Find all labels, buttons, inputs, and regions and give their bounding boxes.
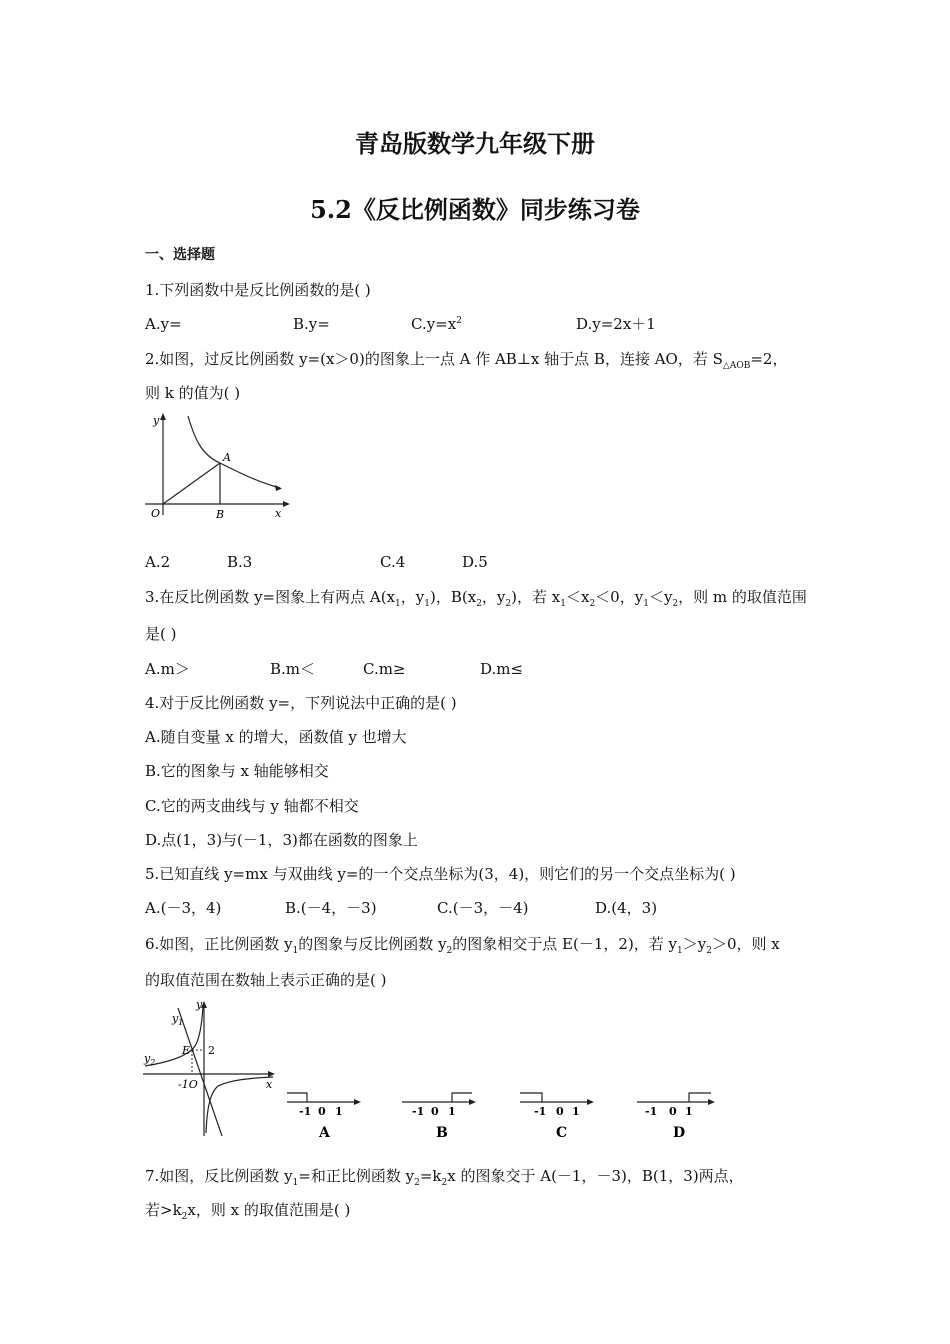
q2-label-o: O <box>151 507 161 520</box>
q2-label-a: A <box>223 451 231 464</box>
q4-stem: 4.对于反比例函数 y=，下列说法中正确的是( ) <box>145 694 457 712</box>
q4-option-d: D.点(1，3)与(－1，3)都在函数的图象上 <box>145 831 418 849</box>
q5-option-d: D.(4，3) <box>595 899 658 917</box>
q6-hyperbola-right <box>206 1077 273 1133</box>
q6-stem-line2: 的取值范围在数轴上表示正确的是( ) <box>145 971 387 989</box>
q1-stem: 1.下列函数中是反比例函数的是( ) <box>145 281 371 299</box>
q7-stem-line2: 若$>k_2x$，则 x 的取值范围是( ) <box>145 1201 351 1222</box>
q6-c-tick-0: 0 <box>556 1105 564 1118</box>
q6-b-tick-0: 0 <box>431 1105 439 1118</box>
q6-label-y: y <box>196 998 203 1011</box>
q6-a-tick-1: 1 <box>335 1105 343 1118</box>
q6-label-y1: $y_1$ <box>172 1012 184 1027</box>
q6-option-c-figure <box>518 1085 598 1143</box>
q1-option-b: B.y= <box>293 315 330 333</box>
q6-option-b-label: B <box>436 1125 448 1141</box>
q2-label-x: x <box>275 507 282 520</box>
q6-d-tick-1: 1 <box>685 1105 693 1118</box>
q2-segment-ao <box>163 463 220 504</box>
q6-label-2: 2 <box>208 1044 215 1057</box>
q6-option-d-figure <box>635 1085 720 1143</box>
q2-label-y: y <box>153 414 160 427</box>
q6-b-tick-1: 1 <box>448 1105 456 1118</box>
q6-b-tick-neg1: -1 <box>412 1105 425 1118</box>
q5-option-b: B.(－4，－3) <box>285 899 377 917</box>
q2-option-c: C.4 <box>380 553 406 571</box>
q2-option-b: B.3 <box>227 553 253 571</box>
q2-hyperbola <box>188 416 280 488</box>
q3-option-c: C.m≥ <box>363 660 406 678</box>
q6-c-tick-neg1: -1 <box>534 1105 547 1118</box>
q6-a-tick-neg1: -1 <box>299 1105 312 1118</box>
q7-stem: 7.如图，反比例函数 $y_1=$和正比例函数 $y_2=k_2x$ 的图象交于 A(－1，－3)，B(1，3)两点， <box>145 1167 744 1188</box>
q3-stem: 3.在反比例函数 y=图象上有两点 $A(x_1$，$y_1$)，$B(x_2$，$y_2$)，若 $x_1<x_2<0$，$y_1<y_2$，则 m 的取值范围 <box>145 588 807 609</box>
q6-label-y2: $y_2$ <box>144 1052 156 1067</box>
q6-line-y1 <box>178 1008 222 1136</box>
q6-option-c-label: C <box>556 1125 568 1141</box>
q3-option-d: D.m≤ <box>480 660 524 678</box>
q1-option-d: D.y=2x＋1 <box>576 315 656 333</box>
q6-figure <box>140 998 280 1140</box>
q2-label-b: B <box>216 508 225 521</box>
q2-option-a: A.2 <box>145 553 171 571</box>
q3-stem-line2: 是( ) <box>145 625 177 643</box>
q6-label-x: x <box>266 1078 273 1091</box>
q4-option-c: C.它的两支曲线与 y 轴都不相交 <box>145 797 359 815</box>
q6-d-tick-0: 0 <box>669 1105 677 1118</box>
q6-option-a-label: A <box>319 1125 330 1141</box>
q6-stem: 6.如图，正比例函数 $y_1$的图象与反比例函数 $y_2$的图象相交于点 E(－1，2)，若 $y_1>y_2>0$，则 x <box>145 935 780 956</box>
q3-option-b: B.m＜ <box>270 660 316 678</box>
q6-a-tick-0: 0 <box>318 1105 326 1118</box>
q2-stem: 2.如图，过反比例函数 y=(x＞0)的图象上一点 A 作 AB⊥x 轴于点 B，连接 AO，若 $S_{\triangle AOB}=2$， <box>145 350 788 371</box>
q1-option-c: $C.y=x^2$ <box>411 315 462 333</box>
q6-c-tick-1: 1 <box>572 1105 580 1118</box>
q1-option-a: A.y= <box>145 315 182 333</box>
q5-stem: 5.已知直线 y=mx 与双曲线 y=的一个交点坐标为(3，4)，则它们的另一个交点坐标为( ) <box>145 865 736 883</box>
page-subtitle: 5.2《反比例函数》同步练习卷 <box>310 195 640 224</box>
q2-figure <box>140 410 300 525</box>
page-title: 青岛版数学九年级下册 <box>355 129 595 158</box>
q6-option-a-figure <box>285 1085 365 1143</box>
q6-label-neg1o: -1O <box>178 1078 198 1091</box>
q6-option-d-label: D <box>673 1125 686 1141</box>
q4-option-b: B.它的图象与 x 轴能够相交 <box>145 762 329 780</box>
q6-option-b-figure <box>400 1085 480 1143</box>
q3-option-a: A.m＞ <box>145 660 190 678</box>
q5-option-c: C.(－3，－4) <box>437 899 529 917</box>
q4-option-a: A.随自变量 x 的增大，函数值 y 也增大 <box>145 728 407 746</box>
q5-option-a: A.(－3，4) <box>145 899 222 917</box>
q2-option-d: D.5 <box>462 553 488 571</box>
q2-stem-line2: 则 k 的值为( ) <box>145 384 241 402</box>
q6-label-e: E <box>182 1044 191 1057</box>
q6-d-tick-neg1: -1 <box>645 1105 658 1118</box>
section-heading: 一、选择题 <box>145 247 215 263</box>
